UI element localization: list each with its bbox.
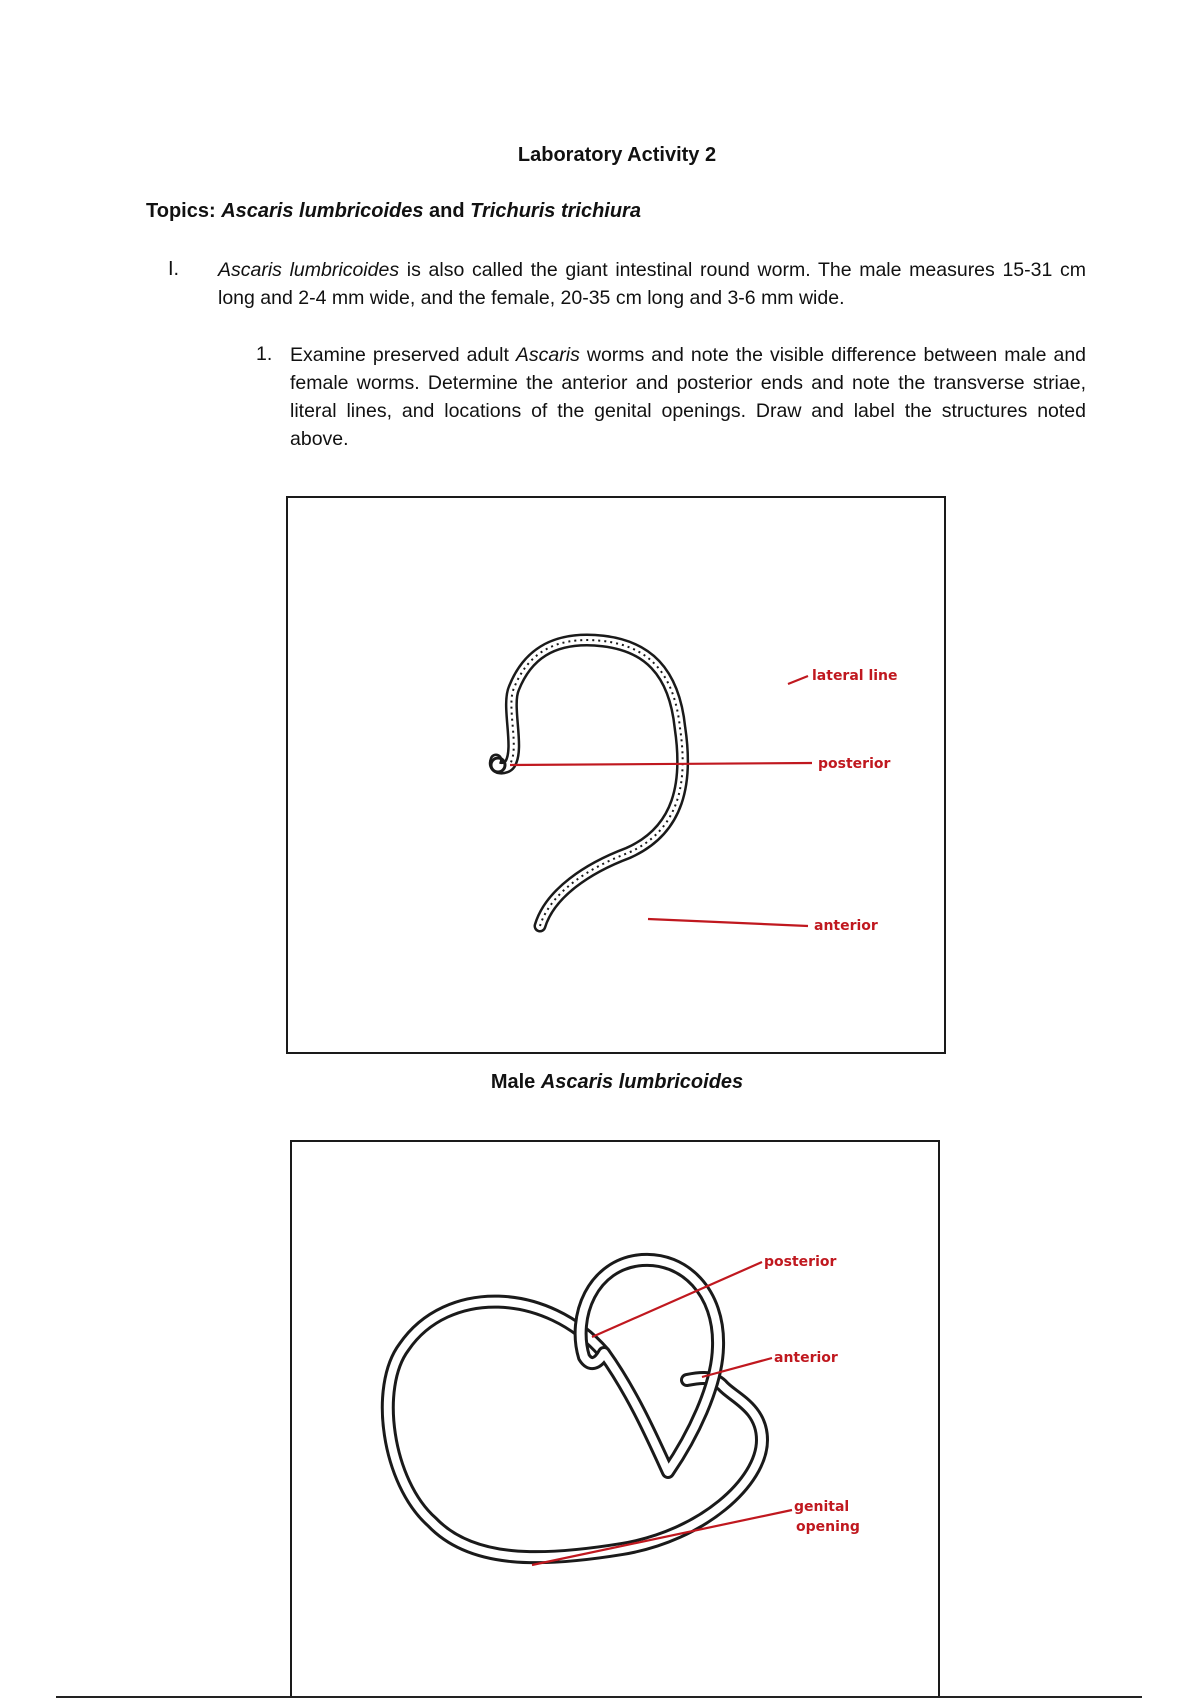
section-paragraph — [218, 256, 1086, 312]
male-posterior-leader — [510, 763, 812, 765]
male-transverse-striae — [510, 640, 683, 926]
page-title: Laboratory Activity 2 — [517, 144, 717, 166]
label-lateral-line: lateral line — [812, 668, 898, 684]
section-number: I. — [168, 258, 180, 280]
topic-species-2: Trichuris trichiura — [470, 200, 641, 222]
caption-species: Ascaris lumbricoides — [540, 1071, 744, 1093]
item-italic: Ascaris — [515, 344, 580, 366]
male-worm-drawing — [288, 498, 948, 1056]
item-number: 1. — [256, 343, 273, 365]
section-species: Ascaris lumbricoides — [218, 259, 400, 281]
caption-prefix: Male — [490, 1071, 541, 1093]
page-bottom-rule — [56, 1696, 1142, 1698]
label-genital-line2: opening — [796, 1519, 860, 1535]
label-male-anterior: anterior — [814, 918, 878, 934]
label-female-posterior: posterior — [764, 1254, 837, 1270]
female-drawing-frame — [290, 1140, 940, 1698]
male-drawing-frame — [286, 496, 946, 1054]
male-worm-outline — [495, 640, 682, 926]
item-paragraph — [290, 341, 1086, 453]
label-genital-line1: genital — [794, 1499, 850, 1515]
topic-species-1: Ascaris lumbricoides — [221, 200, 424, 222]
section-body: is also called the giant intestinal round worm. The male measures 15-31 cm long and 2-4 mm wide, and the female, 20-35 cm long and 3-6 mm wide. — [218, 259, 1087, 309]
female-worm-drawing — [292, 1142, 942, 1700]
male-anterior-leader — [648, 919, 808, 926]
topics-conjunction: and — [423, 200, 471, 222]
female-genital-opening-leader — [532, 1510, 792, 1565]
label-male-posterior: posterior — [818, 756, 891, 772]
male-lateral-line-leader — [788, 676, 808, 684]
item-text-after: worms and note the visible difference between male and female worms. Determine the anterior and posterior ends and note the transverse striae, literal lines, and locations of the genital openings. Draw and label the structures noted above. — [290, 344, 1087, 450]
item-text-before: Examine preserved adult — [290, 344, 516, 366]
male-figure-caption — [0, 1071, 1200, 1094]
label-female-anterior: anterior — [774, 1350, 838, 1366]
topics-line — [146, 200, 641, 223]
female-worm-body — [388, 1260, 762, 1557]
topics-prefix: Topics: — [146, 200, 222, 222]
